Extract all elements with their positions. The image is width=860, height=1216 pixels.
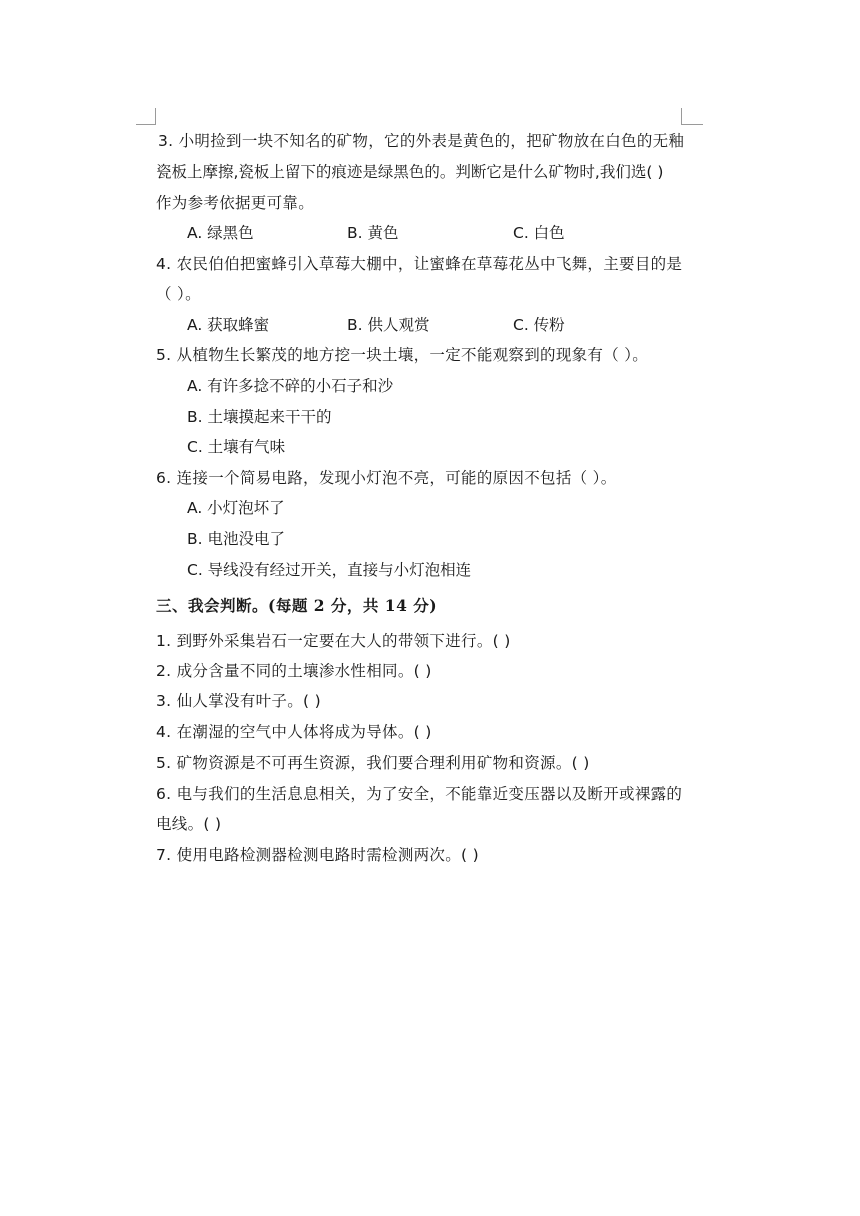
judgement-item-4: 4. 在潮湿的空气中人体将成为导体。( ) [156, 723, 432, 741]
question-6-option-a: A. 小灯泡坏了 [187, 499, 285, 517]
judgement-item-6-line-1: 6. 电与我们的生活息息相关，为了安全，不能靠近变压器以及断开或裸露的 [156, 785, 683, 803]
question-4-line-1: 4. 农民伯伯把蜜蜂引入草莓大棚中，让蜜蜂在草莓花丛中飞舞，主要目的是 [156, 255, 683, 273]
judgement-item-1: 1. 到野外采集岩石一定要在大人的带领下进行。( ) [156, 632, 511, 650]
section-3-heading: 三、我会判断。(每题 2 分，共 14 分) [156, 596, 438, 615]
crop-mark-right-vertical [681, 108, 682, 125]
question-3-option-b: B. 黄色 [347, 224, 399, 242]
question-5-option-b: B. 土壤摸起来干干的 [187, 408, 332, 426]
question-4-line-2: （ ）。 [156, 285, 201, 303]
judgement-item-2: 2. 成分含量不同的土壤渗水性相同。( ) [156, 662, 432, 680]
judgement-item-7: 7. 使用电路检测器检测电路时需检测两次。( ) [156, 846, 479, 864]
crop-mark-left-horizontal [136, 124, 156, 125]
question-6-line-1: 6. 连接一个简易电路，发现小灯泡不亮，可能的原因不包括（ ）。 [156, 469, 617, 487]
question-6-option-b: B. 电池没电了 [187, 530, 285, 548]
question-3-line-2: 瓷板上摩擦,瓷板上留下的痕迹是绿黑色的。判断它是什么矿物时,我们选( ) [156, 163, 664, 181]
question-4-option-c: C. 传粉 [513, 316, 565, 334]
crop-mark-right-horizontal [681, 124, 703, 125]
question-4-option-a: A. 获取蜂蜜 [187, 316, 270, 334]
question-3-line-1: 3. 小明捡到一块不知名的矿物，它的外表是黄色的，把矿物放在白色的无釉 [158, 132, 685, 150]
question-5-line-1: 5. 从植物生长繁茂的地方挖一块土壤，一定不能观察到的现象有（ ）。 [156, 346, 649, 364]
crop-mark-left-vertical [155, 108, 156, 125]
question-5-option-a: A. 有许多捻不碎的小石子和沙 [187, 377, 394, 395]
question-3-option-a: A. 绿黑色 [187, 224, 254, 242]
question-3-option-c: C. 白色 [513, 224, 565, 242]
judgement-item-5: 5. 矿物资源是不可再生资源，我们要合理利用矿物和资源。( ) [156, 754, 590, 772]
question-6-option-c: C. 导线没有经过开关，直接与小灯泡相连 [187, 561, 472, 579]
question-3-line-3: 作为参考依据更可靠。 [156, 194, 315, 212]
judgement-item-6-line-2: 电线。( ) [156, 815, 222, 833]
question-5-option-c: C. 土壤有气味 [187, 438, 286, 456]
question-4-option-b: B. 供人观赏 [347, 316, 430, 334]
judgement-item-3: 3. 仙人掌没有叶子。( ) [156, 692, 321, 710]
